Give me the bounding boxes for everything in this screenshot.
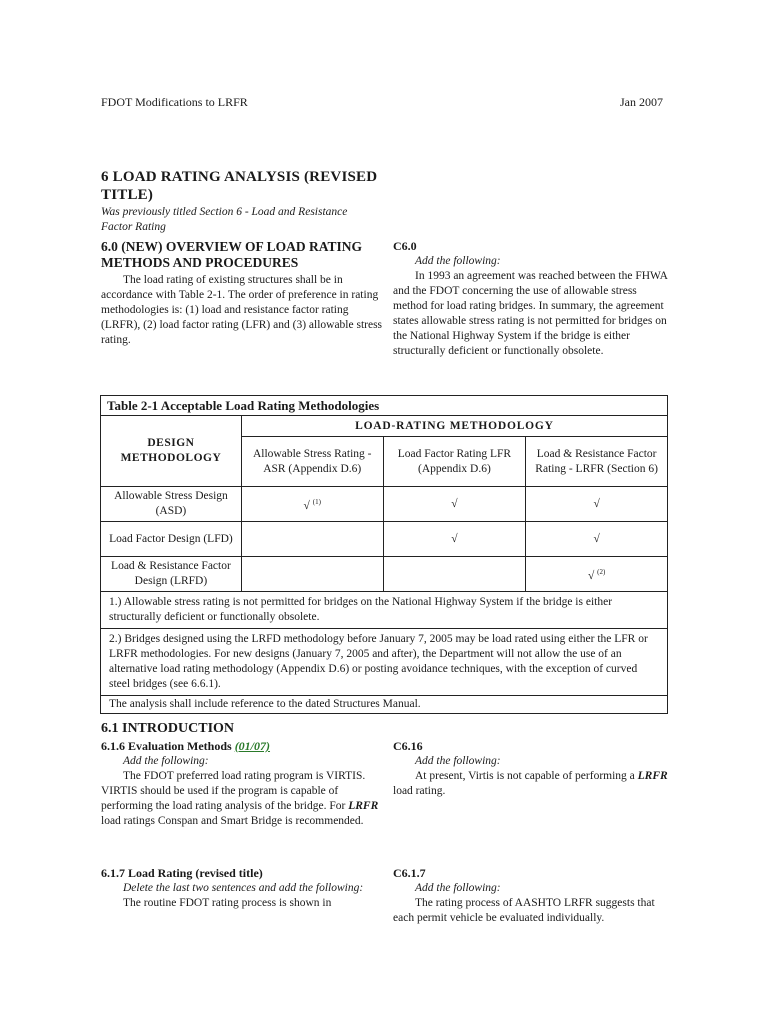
section-6-1-6-body: The FDOT preferred load rating program is VIRTIS. VIRTIS should be used if the program is capable of performing the load rating analysis of the bridge. For LRFR load ratings Conspan and Smart Bridge is recommended. xyxy=(101,770,379,827)
check-mark: √ xyxy=(303,499,310,512)
table-row xyxy=(101,487,668,522)
running-header-date: Jan 2007 xyxy=(620,95,663,109)
commentary-c6-0-body: In 1993 an agreement was reached between the FHWA and the FDOT concerning the use of allowable stress method for load rating bridges. In summary, the agreement states allowable stress rating is not permitted for bridges on the National Highway System if the bridge is either structurally deficient or functionally obsolete. xyxy=(393,270,668,357)
commentary-c6-1-7 xyxy=(393,866,668,926)
section-6-0-heading: 6.0 (NEW) OVERVIEW OF LOAD RATING METHODS AND PROCEDURES xyxy=(101,239,363,270)
commentary-c6-16-add: Add the following: xyxy=(415,755,501,767)
column-header-lfr: Load Factor Rating LFR (Appendix D.6) xyxy=(383,437,526,487)
section-title: 6 LOAD RATING ANALYSIS (REVISED TITLE) xyxy=(101,169,378,203)
cell-lfd-lrfr xyxy=(526,522,668,557)
table-note-2: 2.) Bridges designed using the LRFD methodology before January 7, 2005 may be load rated using either the LFR or LRFR methodologies. For new designs (January 7, 2005 and after), the Department will not allow the use of an alternative load rating methodology (Appendix D.6) or posting avoidance techniques, with the exception of curved steel bridges (see 6.6.1). xyxy=(101,629,668,696)
cell-asd-asr xyxy=(241,487,383,522)
section-6-0 xyxy=(101,239,386,348)
table-caption: Table 2-1 Acceptable Load Rating Methodologies xyxy=(101,396,668,416)
section-6-1-6-heading: 6.1.6 Evaluation Methods xyxy=(101,739,232,753)
cell-asd-lrfr xyxy=(526,487,668,522)
cell-lrfd-lrfr xyxy=(526,557,668,592)
revision-date-link[interactable]: (01/07) xyxy=(234,739,271,753)
cell-asd-lfr xyxy=(383,487,526,522)
table-note-3: The analysis shall include reference to the dated Structures Manual. xyxy=(101,696,668,714)
row-label-asd: Allowable Stress Design (ASD) xyxy=(101,487,242,522)
table-row xyxy=(101,522,668,557)
section-6-1-heading: 6.1 INTRODUCTION xyxy=(101,721,235,736)
cell-lrfd-lfr xyxy=(383,557,526,592)
load-rating-methodology-header: LOAD-RATING METHODOLOGY xyxy=(241,416,667,437)
commentary-c6-16-heading: C6.16 xyxy=(393,739,423,753)
commentary-c6-0-heading: C6.0 xyxy=(393,239,417,253)
section-6-1-7-body: The routine FDOT rating process is shown in xyxy=(123,897,332,909)
running-header-title: FDOT Modifications to LRFR xyxy=(101,95,248,109)
cell-lfd-asr xyxy=(241,522,383,557)
acceptable-load-rating-table xyxy=(100,395,668,714)
section-6-1-7 xyxy=(101,866,371,911)
commentary-c6-1-7-body: The rating process of AASHTO LRFR suggests that each permit vehicle be evaluated individually. xyxy=(393,897,655,924)
design-methodology-header: DESIGN METHODOLOGY xyxy=(101,416,242,487)
footnote-ref: (2) xyxy=(597,567,606,576)
section-6-1-7-delete: Delete the last two sentences and add the following: xyxy=(123,882,364,894)
commentary-c6-1-7-add: Add the following: xyxy=(415,882,501,894)
section-subtitle: Was previously titled Section 6 - Load and Resistance Factor Rating xyxy=(101,206,348,233)
footnote-ref: (1) xyxy=(312,497,321,506)
commentary-c6-16-body: At present, Virtis is not capable of performing a LRFR load rating. xyxy=(393,770,668,797)
commentary-c6-16 xyxy=(393,739,668,799)
table-row xyxy=(101,557,668,592)
column-header-lrfr: Load & Resistance Factor Rating - LRFR (Section 6) xyxy=(526,437,668,487)
row-label-lrfd: Load & Resistance Factor Design (LRFD) xyxy=(101,557,242,592)
commentary-c6-0-add: Add the following: xyxy=(415,255,501,267)
cell-lrfd-asr xyxy=(241,557,383,592)
table-note-1: 1.) Allowable stress rating is not permitted for bridges on the National Highway System if the bridge is either structurally deficient or functionally obsolete. xyxy=(101,592,668,629)
commentary-c6-1-7-heading: C6.1.7 xyxy=(393,866,426,880)
section-6-0-body: The load rating of existing structures shall be in accordance with Table 2-1. The order of preference in rating methodologies is: (1) load and resistance factor rating (LRFR), (2) load factor rating (LFR) and (3) allowable stress rating. xyxy=(101,274,383,346)
cell-lfd-lfr xyxy=(383,522,526,557)
section-6-1-6 xyxy=(101,739,386,829)
column-header-asr: Allowable Stress Rating - ASR (Appendix D.6) xyxy=(241,437,383,487)
commentary-c6-0 xyxy=(393,239,668,359)
check-mark: √ xyxy=(587,569,595,582)
section-6-1-7-heading: 6.1.7 Load Rating (revised title) xyxy=(101,866,263,880)
section-6-1-6-add: Add the following: xyxy=(123,755,209,767)
row-label-lfd: Load Factor Design (LFD) xyxy=(101,522,242,557)
check-mark: √ xyxy=(593,532,600,545)
check-mark: √ xyxy=(451,497,458,510)
check-mark: √ xyxy=(593,497,600,510)
check-mark: √ xyxy=(451,532,458,545)
